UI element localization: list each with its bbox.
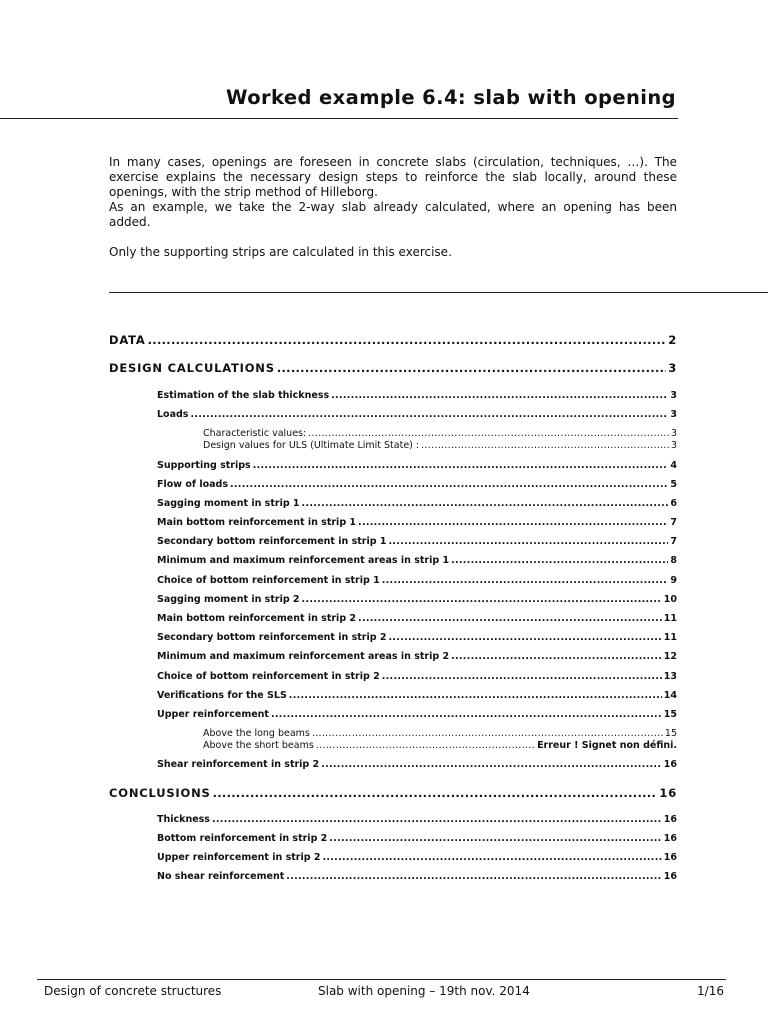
toc-leader-dots (382, 671, 662, 682)
intro-paragraph-2: As an example, we take the 2-way slab already calculated, where an opening has been added. (109, 200, 677, 229)
toc-leader-dots (286, 871, 662, 882)
toc-entry-page: 3 (670, 428, 677, 439)
toc-entry-page: 3 (670, 440, 677, 451)
toc-entry-label: Upper reinforcement in strip 2 (157, 852, 321, 863)
toc-entry[interactable] (203, 740, 677, 751)
toc-leader-dots (388, 536, 668, 547)
toc-entry-page: 13 (663, 671, 677, 682)
toc-leader-dots (148, 333, 667, 347)
toc-entry-label: Minimum and maximum reinforcement areas in strip 1 (157, 555, 450, 566)
toc-entry[interactable] (157, 498, 677, 509)
toc-entry[interactable] (157, 651, 677, 662)
toc-entry-page: 10 (663, 594, 677, 605)
toc-entry-page: 3 (670, 390, 677, 401)
toc-entry[interactable] (157, 555, 677, 566)
toc-entry-label: Main bottom reinforcement in strip 2 (157, 613, 357, 624)
toc-leader-dots (271, 709, 662, 720)
toc-entry-label: Thickness (157, 814, 210, 825)
toc-entry-label: Sagging moment in strip 1 (157, 498, 300, 509)
toc-leader-dots (230, 479, 668, 490)
toc-leader-dots (316, 740, 535, 751)
toc-entry-page: 2 (668, 333, 677, 347)
toc-entry-page: 16 (659, 786, 677, 800)
toc-entry[interactable] (157, 852, 677, 863)
toc-leader-dots (358, 613, 662, 624)
toc-entry[interactable] (109, 786, 677, 800)
footer-rule (37, 979, 726, 980)
toc-entry-page: 15 (663, 709, 677, 720)
toc-entry-page: Erreur ! Signet non défini. (537, 740, 677, 751)
toc-entry[interactable] (203, 428, 677, 439)
toc-leader-dots (277, 361, 666, 375)
toc-leader-dots (388, 632, 661, 643)
toc-leader-dots (302, 594, 662, 605)
toc-entry-page: 15 (664, 728, 677, 739)
toc-entry[interactable] (157, 460, 677, 471)
toc-leader-dots (451, 651, 662, 662)
toc-entry-label: Loads (157, 409, 189, 420)
toc-entry[interactable] (157, 871, 677, 882)
toc-rule (109, 292, 768, 293)
toc-entry-label: Secondary bottom reinforcement in strip 1 (157, 536, 387, 547)
toc-entry-label: Secondary bottom reinforcement in strip 2 (157, 632, 387, 643)
toc-leader-dots (321, 759, 662, 770)
toc-entry-page: 7 (670, 536, 677, 547)
toc-entry-page: 11 (663, 613, 677, 624)
toc-entry-label: Sagging moment in strip 2 (157, 594, 300, 605)
toc-entry[interactable] (157, 833, 677, 844)
toc-entry[interactable] (157, 409, 677, 420)
toc-entry-label: Estimation of the slab thickness (157, 390, 330, 401)
toc-entry-label: Above the long beams (203, 728, 310, 739)
toc-entry-label: CONCLUSIONS (109, 786, 211, 800)
toc-entry-label: Shear reinforcement in strip 2 (157, 759, 320, 770)
toc-entry-page: 16 (663, 759, 677, 770)
toc-entry[interactable] (157, 613, 677, 624)
toc-entry[interactable] (157, 536, 677, 547)
toc-entry-label: Flow of loads (157, 479, 228, 490)
toc-entry-page: 9 (670, 575, 677, 586)
intro-paragraph-3: Only the supporting strips are calculated in this exercise. (109, 245, 452, 259)
toc-leader-dots (358, 517, 668, 528)
toc-entry-label: Supporting strips (157, 460, 251, 471)
toc-entry-label: Design values for ULS (Ultimate Limit State) : (203, 440, 420, 451)
toc-entry-page: 11 (663, 632, 677, 643)
footer-left: Design of concrete structures (44, 984, 222, 998)
toc-entry[interactable] (157, 390, 677, 401)
toc-entry[interactable] (203, 440, 677, 451)
toc-entry-page: 8 (670, 555, 677, 566)
toc-entry-page: 16 (663, 852, 677, 863)
title-rule (0, 118, 678, 119)
toc-entry-label: No shear reinforcement (157, 871, 285, 882)
toc-entry[interactable] (157, 759, 677, 770)
toc-entry-label: Bottom reinforcement in strip 2 (157, 833, 328, 844)
toc-entry[interactable] (157, 814, 677, 825)
toc-entry[interactable] (157, 517, 677, 528)
toc-entry-page: 6 (670, 498, 677, 509)
toc-entry[interactable] (109, 361, 677, 375)
toc-entry[interactable] (203, 728, 677, 739)
toc-leader-dots (382, 575, 669, 586)
toc-entry[interactable] (157, 594, 677, 605)
toc-entry[interactable] (157, 479, 677, 490)
toc-leader-dots (190, 409, 668, 420)
toc-entry[interactable] (157, 690, 677, 701)
intro-text (109, 155, 677, 260)
toc-entry-label: DESIGN CALCULATIONS (109, 361, 275, 375)
toc-entry-page: 3 (668, 361, 677, 375)
toc-entry-page: 7 (670, 517, 677, 528)
toc-entry[interactable] (157, 632, 677, 643)
toc-entry-label: Main bottom reinforcement in strip 1 (157, 517, 357, 528)
toc-entry[interactable] (157, 709, 677, 720)
toc-entry-label: Verifications for the SLS (157, 690, 287, 701)
page-title: Worked example 6.4: slab with opening (226, 86, 676, 109)
toc-entry[interactable] (157, 671, 677, 682)
toc-entry-page: 16 (663, 833, 677, 844)
toc-entry-label: Characteristic values: (203, 428, 307, 439)
toc-entry-page: 12 (663, 651, 677, 662)
toc-leader-dots (302, 498, 669, 509)
toc-entry-label: DATA (109, 333, 146, 347)
toc-leader-dots (312, 728, 663, 739)
toc-entry-label: Choice of bottom reinforcement in strip 1 (157, 575, 380, 586)
toc-entry[interactable] (157, 575, 677, 586)
toc-leader-dots (329, 833, 661, 844)
footer-center: Slab with opening – 19th nov. 2014 (318, 984, 530, 998)
toc-leader-dots (289, 690, 662, 701)
toc-entry-page: 4 (670, 460, 677, 471)
toc-leader-dots (253, 460, 669, 471)
toc-entry-label: Above the short beams (203, 740, 314, 751)
toc-leader-dots (322, 852, 661, 863)
toc-entry-page: 3 (670, 409, 677, 420)
toc-leader-dots (331, 390, 668, 401)
toc-leader-dots (212, 814, 662, 825)
toc-entry-page: 16 (663, 814, 677, 825)
toc-leader-dots (308, 428, 669, 439)
intro-paragraph-1: In many cases, openings are foreseen in concrete slabs (circulation, techniques, …). The exercise explains the necessary design steps to reinforce the slab locally, around these openings, with the strip method of Hilleborg. (109, 155, 677, 199)
toc-leader-dots (421, 440, 669, 451)
toc-entry-label: Choice of bottom reinforcement in strip 2 (157, 671, 380, 682)
toc-entry-label: Upper reinforcement (157, 709, 269, 720)
toc-entry-label: Minimum and maximum reinforcement areas in strip 2 (157, 651, 450, 662)
toc-entry-page: 5 (670, 479, 677, 490)
toc-entry-page: 14 (663, 690, 677, 701)
toc-entry[interactable] (109, 333, 677, 347)
toc-leader-dots (213, 786, 658, 800)
footer-page-number: 1/16 (697, 984, 724, 998)
toc-entry-page: 16 (663, 871, 677, 882)
toc-leader-dots (451, 555, 668, 566)
